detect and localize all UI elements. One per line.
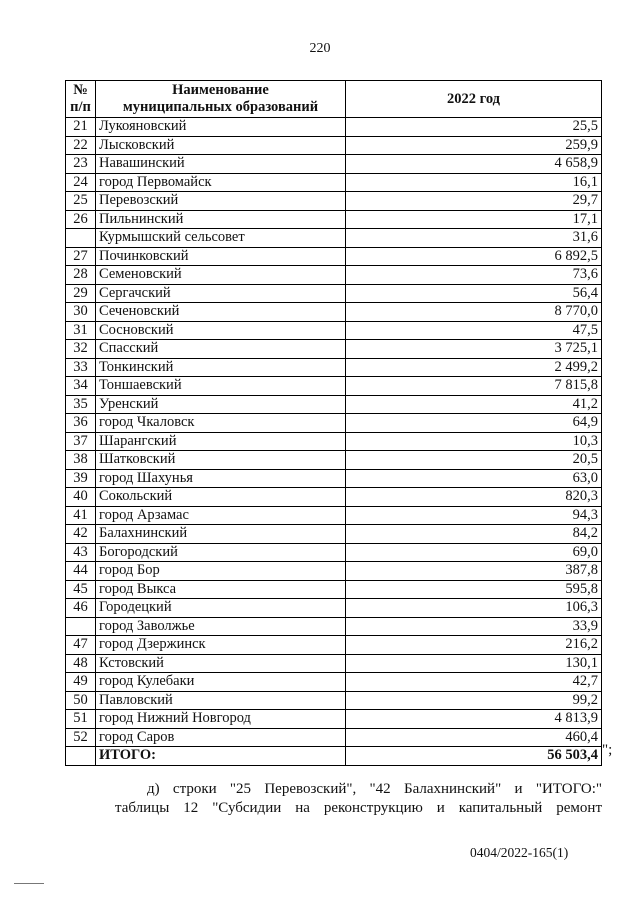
row-number: 42 xyxy=(66,525,96,544)
table-row xyxy=(66,340,602,359)
row-number: 28 xyxy=(66,266,96,285)
row-number: 41 xyxy=(66,506,96,525)
table-row xyxy=(66,321,602,340)
row-number: 44 xyxy=(66,562,96,581)
row-number: 40 xyxy=(66,488,96,507)
row-value: 216,2 xyxy=(346,636,602,655)
row-name: Уренский xyxy=(96,395,346,414)
table-row xyxy=(66,617,602,636)
table-body xyxy=(66,118,602,766)
row-value: 17,1 xyxy=(346,210,602,229)
header-year: 2022 год xyxy=(346,81,602,118)
table-row xyxy=(66,654,602,673)
row-value: 64,9 xyxy=(346,414,602,433)
table-row xyxy=(66,395,602,414)
row-number: 39 xyxy=(66,469,96,488)
table-row xyxy=(66,673,602,692)
row-number: 21 xyxy=(66,118,96,137)
table-row xyxy=(66,710,602,729)
row-name: город Чкаловск xyxy=(96,414,346,433)
total-value: 56 503,4 xyxy=(346,747,602,766)
table-row xyxy=(66,266,602,285)
row-value: 25,5 xyxy=(346,118,602,137)
row-number xyxy=(66,617,96,636)
row-number: 46 xyxy=(66,599,96,618)
row-value: 2 499,2 xyxy=(346,358,602,377)
row-value: 69,0 xyxy=(346,543,602,562)
row-value: 33,9 xyxy=(346,617,602,636)
row-value: 130,1 xyxy=(346,654,602,673)
row-name: город Бор xyxy=(96,562,346,581)
row-name: город Первомайск xyxy=(96,173,346,192)
row-number: 51 xyxy=(66,710,96,729)
row-number: 35 xyxy=(66,395,96,414)
page-number: 220 xyxy=(309,41,331,56)
total-row xyxy=(66,747,602,766)
row-name: город Заволжье xyxy=(96,617,346,636)
row-name: Кстовский xyxy=(96,654,346,673)
row-value: 7 815,8 xyxy=(346,377,602,396)
row-value: 42,7 xyxy=(346,673,602,692)
row-name: Лысковский xyxy=(96,136,346,155)
row-number: 30 xyxy=(66,303,96,322)
row-value: 47,5 xyxy=(346,321,602,340)
table-row xyxy=(66,469,602,488)
row-name: Шатковский xyxy=(96,451,346,470)
table-row xyxy=(66,488,602,507)
table-row xyxy=(66,210,602,229)
row-name: город Нижний Новгород xyxy=(96,710,346,729)
row-number: 38 xyxy=(66,451,96,470)
table-row xyxy=(66,506,602,525)
row-value: 16,1 xyxy=(346,173,602,192)
row-name: Сосновский xyxy=(96,321,346,340)
row-name: Починковский xyxy=(96,247,346,266)
table-row xyxy=(66,229,602,248)
row-value: 259,9 xyxy=(346,136,602,155)
row-value: 99,2 xyxy=(346,691,602,710)
row-value: 3 725,1 xyxy=(346,340,602,359)
paragraph-line-1: д) строки "25 Перевозский", "42 Балахнинский" и "ИТОГО:" xyxy=(147,781,602,797)
document-code: 0404/2022-165(1) xyxy=(470,845,569,860)
row-name: Семеновский xyxy=(96,266,346,285)
row-number xyxy=(66,229,96,248)
table-row xyxy=(66,580,602,599)
row-name: Балахнинский xyxy=(96,525,346,544)
row-number: 45 xyxy=(66,580,96,599)
row-value: 8 770,0 xyxy=(346,303,602,322)
row-name: город Арзамас xyxy=(96,506,346,525)
header-num: № п/п xyxy=(66,81,96,118)
row-value: 106,3 xyxy=(346,599,602,618)
row-value: 4 658,9 xyxy=(346,155,602,174)
row-value: 31,6 xyxy=(346,229,602,248)
row-number: 36 xyxy=(66,414,96,433)
row-value: 73,6 xyxy=(346,266,602,285)
row-value: 20,5 xyxy=(346,451,602,470)
row-number: 43 xyxy=(66,543,96,562)
row-value: 387,8 xyxy=(346,562,602,581)
row-name: город Саров xyxy=(96,728,346,747)
row-value: 820,3 xyxy=(346,488,602,507)
row-name: Городецкий xyxy=(96,599,346,618)
table-row xyxy=(66,284,602,303)
row-number: 48 xyxy=(66,654,96,673)
row-number: 32 xyxy=(66,340,96,359)
table-row xyxy=(66,562,602,581)
row-value: 56,4 xyxy=(346,284,602,303)
row-name: Павловский xyxy=(96,691,346,710)
row-number: 49 xyxy=(66,673,96,692)
row-name: Лукояновский xyxy=(96,118,346,137)
table-row xyxy=(66,118,602,137)
row-value: 10,3 xyxy=(346,432,602,451)
row-number: 22 xyxy=(66,136,96,155)
total-label: ИТОГО: xyxy=(96,747,346,766)
row-value: 460,4 xyxy=(346,728,602,747)
row-number: 33 xyxy=(66,358,96,377)
row-name: Сокольский xyxy=(96,488,346,507)
row-number: 23 xyxy=(66,155,96,174)
row-number: 47 xyxy=(66,636,96,655)
row-name: город Шахунья xyxy=(96,469,346,488)
row-number: 24 xyxy=(66,173,96,192)
table-row xyxy=(66,173,602,192)
row-name: Пильнинский xyxy=(96,210,346,229)
row-value: 29,7 xyxy=(346,192,602,211)
row-number: 50 xyxy=(66,691,96,710)
row-name: Тонкинский xyxy=(96,358,346,377)
table-row xyxy=(66,451,602,470)
table-row xyxy=(66,358,602,377)
row-number: 34 xyxy=(66,377,96,396)
header-name: Наименование муниципальных образований xyxy=(96,81,346,118)
row-name: город Выкса xyxy=(96,580,346,599)
table-row xyxy=(66,136,602,155)
total-num xyxy=(66,747,96,766)
row-number: 52 xyxy=(66,728,96,747)
table-row xyxy=(66,636,602,655)
table-row xyxy=(66,192,602,211)
table-row xyxy=(66,599,602,618)
row-value: 94,3 xyxy=(346,506,602,525)
bottom-margin-mark xyxy=(14,883,44,884)
row-name: город Кулебаки xyxy=(96,673,346,692)
table-row xyxy=(66,155,602,174)
row-number: 37 xyxy=(66,432,96,451)
row-value: 63,0 xyxy=(346,469,602,488)
table-row xyxy=(66,525,602,544)
table-row xyxy=(66,414,602,433)
table-row xyxy=(66,691,602,710)
row-value: 4 813,9 xyxy=(346,710,602,729)
row-name: Навашинский xyxy=(96,155,346,174)
table-row xyxy=(66,728,602,747)
row-value: 41,2 xyxy=(346,395,602,414)
row-name: Курмышский сельсовет xyxy=(96,229,346,248)
table-row xyxy=(66,432,602,451)
table-row xyxy=(66,303,602,322)
row-value: 6 892,5 xyxy=(346,247,602,266)
table-row xyxy=(66,377,602,396)
row-name: Шарангский xyxy=(96,432,346,451)
paragraph-line-2: таблицы 12 "Субсидии на реконструкцию и капитальный ремонт xyxy=(115,800,602,816)
row-name: Тоншаевский xyxy=(96,377,346,396)
row-name: Сеченовский xyxy=(96,303,346,322)
row-name: Сергачский xyxy=(96,284,346,303)
closing-quote: "; xyxy=(602,742,613,758)
subsidy-table xyxy=(65,80,602,766)
row-number: 25 xyxy=(66,192,96,211)
table-row xyxy=(66,543,602,562)
row-number: 31 xyxy=(66,321,96,340)
row-number: 27 xyxy=(66,247,96,266)
row-name: Спасский xyxy=(96,340,346,359)
row-number: 26 xyxy=(66,210,96,229)
row-name: город Дзержинск xyxy=(96,636,346,655)
row-value: 84,2 xyxy=(346,525,602,544)
row-name: Перевозский xyxy=(96,192,346,211)
table-header-row xyxy=(66,81,602,118)
row-value: 595,8 xyxy=(346,580,602,599)
row-name: Богородский xyxy=(96,543,346,562)
row-number: 29 xyxy=(66,284,96,303)
table-row xyxy=(66,247,602,266)
